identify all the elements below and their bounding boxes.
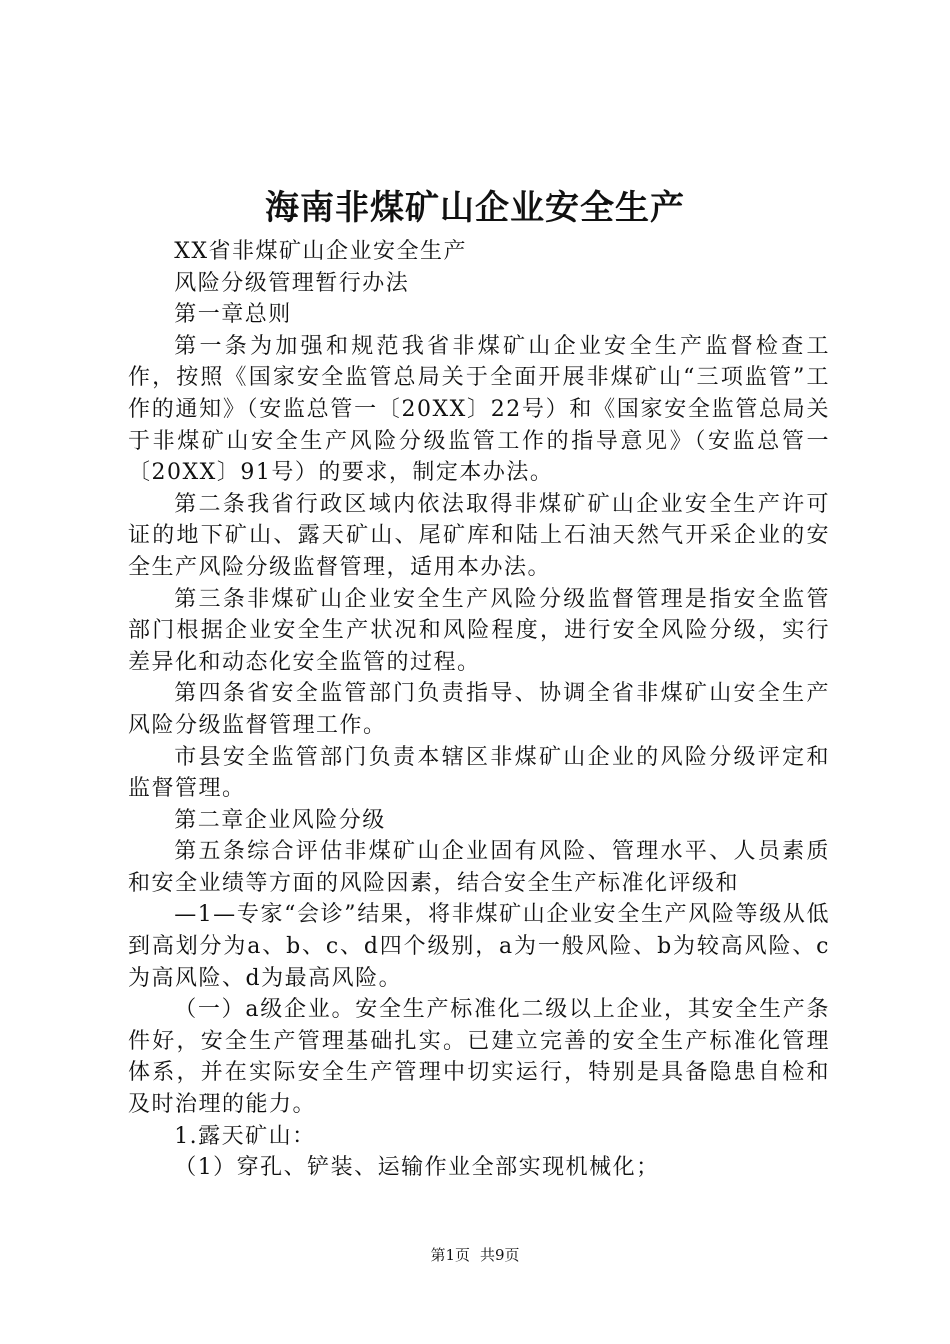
paragraph: 第一条为加强和规范我省非煤矿山企业安全生产监督检查工作，按照《国家安全监管总局关于全面开展非煤矿山“三项监管”工作的通知》（安监总管一〔20XX〕22号）和《国家安全监管总局关于非煤矿山安全生产风险分级监管工作的指导意见》（安监总管一〔20XX〕91号）的要求，制定本办法。	[128, 333, 830, 486]
paragraph: （一）a级企业。安全生产标准化二级以上企业，其安全生产条件好，安全生产管理基础扎实。已建立完善的安全生产标准化管理体系，并在实际安全生产管理中切实运行，特别是具备隐患自检和及时治理的能力。	[128, 997, 830, 1118]
paragraph: 第五条综合评估非煤矿山企业固有风险、管理水平、人员素质和安全业绩等方面的风险因素，结合安全生产标准化评级和	[128, 839, 830, 896]
paragraph: 市县安全监管部门负责本辖区非煤矿山企业的风险分级评定和监督管理。	[128, 744, 830, 802]
paragraph: （1）穿孔、铲装、运输作业全部实现机械化；	[174, 1155, 660, 1181]
paragraph: 第三条非煤矿山企业安全生产风险分级监督管理是指安全监管部门根据企业安全生产状况和风险程度，进行安全风险分级，实行差异化和动态化安全监管的过程。	[128, 586, 830, 675]
page-total: 共9页	[480, 1246, 520, 1264]
page-footer	[0, 1245, 950, 1265]
document-title: 海南非煤矿山企业安全生产	[265, 188, 685, 228]
page-number: 第1页	[430, 1246, 470, 1264]
paragraph: 第四条省安全监管部门负责指导、协调全省非煤矿山安全生产风险分级监督管理工作。	[128, 681, 830, 738]
chapter-heading: 第二章企业风险分级	[174, 807, 386, 833]
paragraph: —1—专家“会诊”结果，将非煤矿山企业安全生产风险等级从低到高划分为a、b、c、d四个级别，a为一般风险、b为较高风险、c为高风险、d为最高风险。	[128, 902, 830, 991]
document-body	[128, 236, 830, 1184]
paragraph: 第二条我省行政区域内依法取得非煤矿矿山企业安全生产许可证的地下矿山、露天矿山、尾矿库和陆上石油天然气开采企业的安全生产风险分级监督管理，适用本办法。	[128, 491, 830, 580]
paragraph: 1.露天矿山：	[174, 1123, 316, 1149]
chapter-heading: 第一章总则	[174, 302, 292, 328]
paragraph: XX省非煤矿山企业安全生产	[174, 239, 468, 264]
paragraph: 风险分级管理暂行办法	[174, 270, 410, 296]
